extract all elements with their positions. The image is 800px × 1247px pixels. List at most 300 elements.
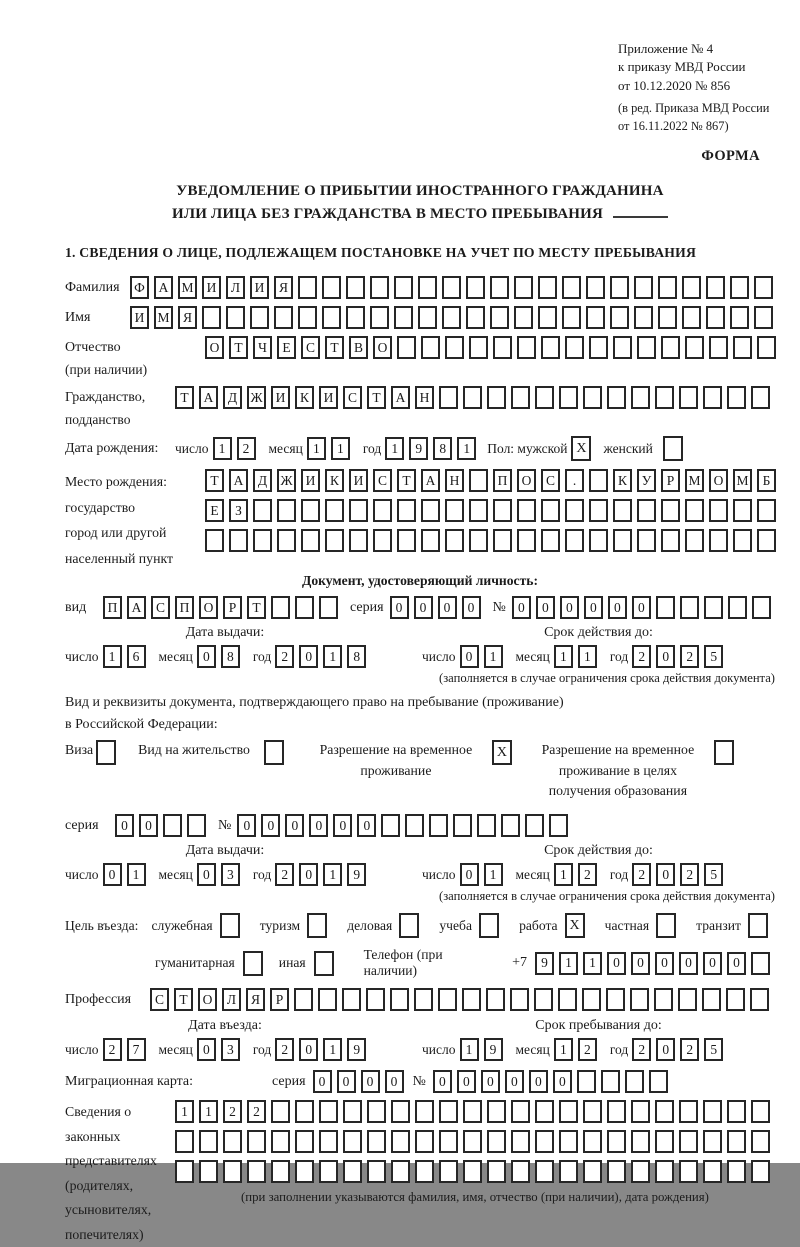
char-box[interactable]: 0: [309, 814, 328, 837]
char-box[interactable]: [678, 988, 697, 1011]
char-box[interactable]: [685, 529, 704, 552]
char-box[interactable]: [226, 306, 245, 329]
char-box[interactable]: [655, 1100, 674, 1123]
char-box[interactable]: М: [154, 306, 173, 329]
char-box[interactable]: [397, 336, 416, 359]
char-box[interactable]: [679, 1160, 698, 1183]
char-box[interactable]: Н: [445, 469, 464, 492]
char-box[interactable]: [295, 596, 314, 619]
char-box[interactable]: [493, 499, 512, 522]
checkbox-sex-female[interactable]: [663, 436, 683, 461]
char-box[interactable]: [661, 499, 680, 522]
char-box[interactable]: [583, 1100, 602, 1123]
char-box[interactable]: [511, 1160, 530, 1183]
char-box[interactable]: [679, 1130, 698, 1153]
char-box[interactable]: [637, 499, 656, 522]
char-box[interactable]: К: [613, 469, 632, 492]
char-box[interactable]: [253, 499, 272, 522]
char-box[interactable]: [631, 1130, 650, 1153]
char-box[interactable]: [727, 1100, 746, 1123]
char-box[interactable]: 0: [631, 952, 650, 975]
char-box[interactable]: 1: [460, 1038, 479, 1061]
char-box[interactable]: [754, 306, 773, 329]
char-box[interactable]: 0: [529, 1070, 548, 1093]
char-box[interactable]: [271, 1160, 290, 1183]
char-box[interactable]: [514, 276, 533, 299]
char-box[interactable]: [463, 386, 482, 409]
char-box[interactable]: [535, 1130, 554, 1153]
char-box[interactable]: [577, 1070, 596, 1093]
char-box[interactable]: [634, 276, 653, 299]
char-box[interactable]: [559, 1100, 578, 1123]
char-box[interactable]: 0: [438, 596, 457, 619]
char-box[interactable]: [415, 1100, 434, 1123]
char-box[interactable]: [752, 596, 771, 619]
char-box[interactable]: 0: [655, 952, 674, 975]
char-box[interactable]: [394, 276, 413, 299]
char-box[interactable]: 2: [247, 1100, 266, 1123]
char-box[interactable]: [301, 499, 320, 522]
char-box[interactable]: 3: [221, 1038, 240, 1061]
char-box[interactable]: [517, 499, 536, 522]
char-box[interactable]: Т: [205, 469, 224, 492]
char-box[interactable]: [654, 988, 673, 1011]
char-box[interactable]: [682, 276, 701, 299]
char-box[interactable]: Д: [253, 469, 272, 492]
char-box[interactable]: И: [202, 276, 221, 299]
char-box[interactable]: 0: [460, 645, 479, 668]
char-box[interactable]: [486, 988, 505, 1011]
char-box[interactable]: [370, 306, 389, 329]
char-box[interactable]: [202, 306, 221, 329]
char-box[interactable]: [391, 1100, 410, 1123]
char-box[interactable]: 0: [433, 1070, 452, 1093]
char-box[interactable]: [751, 1100, 770, 1123]
char-box[interactable]: [730, 306, 749, 329]
char-box[interactable]: 1: [323, 863, 342, 886]
char-box[interactable]: [199, 1130, 218, 1153]
char-box[interactable]: [757, 529, 776, 552]
char-box[interactable]: А: [229, 469, 248, 492]
char-box[interactable]: 1: [307, 437, 326, 460]
char-box[interactable]: И: [319, 386, 338, 409]
char-box[interactable]: [757, 336, 776, 359]
char-box[interactable]: 0: [553, 1070, 572, 1093]
char-box[interactable]: [205, 529, 224, 552]
char-box[interactable]: [703, 1160, 722, 1183]
char-box[interactable]: [462, 988, 481, 1011]
char-box[interactable]: [175, 1130, 194, 1153]
char-box[interactable]: [511, 1130, 530, 1153]
char-box[interactable]: [607, 1160, 626, 1183]
char-box[interactable]: [325, 529, 344, 552]
char-box[interactable]: [625, 1070, 644, 1093]
char-box[interactable]: 0: [299, 645, 318, 668]
checkbox-purpose-work[interactable]: X: [565, 913, 585, 938]
char-box[interactable]: [606, 988, 625, 1011]
char-box[interactable]: 2: [632, 863, 651, 886]
char-box[interactable]: К: [295, 386, 314, 409]
char-box[interactable]: [346, 276, 365, 299]
char-box[interactable]: У: [637, 469, 656, 492]
char-box[interactable]: [559, 1130, 578, 1153]
char-box[interactable]: [271, 596, 290, 619]
char-box[interactable]: Б: [757, 469, 776, 492]
char-box[interactable]: [559, 386, 578, 409]
char-box[interactable]: 5: [704, 645, 723, 668]
char-box[interactable]: 1: [578, 645, 597, 668]
checkbox-residence-permit[interactable]: [264, 740, 284, 765]
char-box[interactable]: [582, 988, 601, 1011]
checkbox-purpose-private[interactable]: [656, 913, 676, 938]
char-box[interactable]: [367, 1100, 386, 1123]
char-box[interactable]: 9: [347, 1038, 366, 1061]
char-box[interactable]: 2: [578, 863, 597, 886]
char-box[interactable]: [727, 1130, 746, 1153]
char-box[interactable]: 1: [583, 952, 602, 975]
char-box[interactable]: Е: [277, 336, 296, 359]
char-box[interactable]: 2: [237, 437, 256, 460]
char-box[interactable]: [397, 499, 416, 522]
char-box[interactable]: [271, 1100, 290, 1123]
char-box[interactable]: [438, 988, 457, 1011]
char-box[interactable]: [391, 1160, 410, 1183]
char-box[interactable]: А: [391, 386, 410, 409]
char-box[interactable]: [757, 499, 776, 522]
char-box[interactable]: [655, 1160, 674, 1183]
char-box[interactable]: [487, 1160, 506, 1183]
char-box[interactable]: [750, 988, 769, 1011]
char-box[interactable]: [349, 499, 368, 522]
checkbox-purpose-study[interactable]: [479, 913, 499, 938]
char-box[interactable]: И: [301, 469, 320, 492]
char-box[interactable]: [661, 529, 680, 552]
char-box[interactable]: 0: [703, 952, 722, 975]
char-box[interactable]: 0: [237, 814, 256, 837]
char-box[interactable]: [319, 1100, 338, 1123]
char-box[interactable]: [501, 814, 520, 837]
char-box[interactable]: 0: [115, 814, 134, 837]
char-box[interactable]: [343, 1100, 362, 1123]
checkbox-purpose-transit[interactable]: [748, 913, 768, 938]
char-box[interactable]: [381, 814, 400, 837]
char-box[interactable]: [649, 1070, 668, 1093]
char-box[interactable]: 2: [632, 1038, 651, 1061]
char-box[interactable]: [661, 336, 680, 359]
char-box[interactable]: Л: [226, 276, 245, 299]
char-box[interactable]: .: [565, 469, 584, 492]
char-box[interactable]: [439, 386, 458, 409]
char-box[interactable]: [367, 1160, 386, 1183]
char-box[interactable]: [685, 499, 704, 522]
char-box[interactable]: [586, 276, 605, 299]
char-box[interactable]: П: [493, 469, 512, 492]
char-box[interactable]: 9: [409, 437, 428, 460]
char-box[interactable]: [277, 529, 296, 552]
char-box[interactable]: [558, 988, 577, 1011]
char-box[interactable]: И: [250, 276, 269, 299]
char-box[interactable]: Т: [247, 596, 266, 619]
char-box[interactable]: 0: [512, 596, 531, 619]
char-box[interactable]: С: [343, 386, 362, 409]
char-box[interactable]: [223, 1160, 242, 1183]
char-box[interactable]: [610, 276, 629, 299]
char-box[interactable]: 0: [261, 814, 280, 837]
char-box[interactable]: [685, 336, 704, 359]
char-box[interactable]: [631, 1100, 650, 1123]
char-box[interactable]: 0: [361, 1070, 380, 1093]
char-box[interactable]: [541, 529, 560, 552]
char-box[interactable]: [733, 529, 752, 552]
char-box[interactable]: [601, 1070, 620, 1093]
char-box[interactable]: [271, 1130, 290, 1153]
char-box[interactable]: 0: [333, 814, 352, 837]
char-box[interactable]: [390, 988, 409, 1011]
char-box[interactable]: [490, 306, 509, 329]
char-box[interactable]: [322, 276, 341, 299]
char-box[interactable]: [442, 306, 461, 329]
char-box[interactable]: [613, 529, 632, 552]
char-box[interactable]: [706, 306, 725, 329]
char-box[interactable]: Д: [223, 386, 242, 409]
char-box[interactable]: [535, 386, 554, 409]
char-box[interactable]: [583, 1160, 602, 1183]
char-box[interactable]: [514, 306, 533, 329]
char-box[interactable]: [702, 988, 721, 1011]
char-box[interactable]: 1: [559, 952, 578, 975]
char-box[interactable]: 8: [347, 645, 366, 668]
char-box[interactable]: 5: [704, 1038, 723, 1061]
checkbox-purpose-business[interactable]: [399, 913, 419, 938]
char-box[interactable]: [637, 529, 656, 552]
char-box[interactable]: [728, 596, 747, 619]
char-box[interactable]: 1: [213, 437, 232, 460]
char-box[interactable]: [294, 988, 313, 1011]
char-box[interactable]: Л: [222, 988, 241, 1011]
char-box[interactable]: 0: [313, 1070, 332, 1093]
char-box[interactable]: 1: [103, 645, 122, 668]
char-box[interactable]: Т: [325, 336, 344, 359]
char-box[interactable]: С: [541, 469, 560, 492]
checkbox-purpose-tourism[interactable]: [307, 913, 327, 938]
char-box[interactable]: 0: [197, 863, 216, 886]
char-box[interactable]: [175, 1160, 194, 1183]
char-box[interactable]: [397, 529, 416, 552]
char-box[interactable]: 0: [197, 645, 216, 668]
char-box[interactable]: [318, 988, 337, 1011]
char-box[interactable]: А: [199, 386, 218, 409]
char-box[interactable]: 9: [347, 863, 366, 886]
char-box[interactable]: [274, 306, 293, 329]
char-box[interactable]: [565, 336, 584, 359]
char-box[interactable]: 0: [103, 863, 122, 886]
char-box[interactable]: [538, 276, 557, 299]
char-box[interactable]: С: [150, 988, 169, 1011]
char-box[interactable]: 1: [175, 1100, 194, 1123]
char-box[interactable]: 1: [554, 1038, 573, 1061]
char-box[interactable]: [445, 499, 464, 522]
char-box[interactable]: 5: [704, 863, 723, 886]
char-box[interactable]: [511, 1100, 530, 1123]
char-box[interactable]: 0: [139, 814, 158, 837]
char-box[interactable]: [349, 529, 368, 552]
char-box[interactable]: [535, 1160, 554, 1183]
char-box[interactable]: Т: [175, 386, 194, 409]
char-box[interactable]: [187, 814, 206, 837]
char-box[interactable]: [541, 499, 560, 522]
checkbox-purpose-other[interactable]: [314, 951, 334, 976]
char-box[interactable]: Т: [397, 469, 416, 492]
char-box[interactable]: 0: [584, 596, 603, 619]
char-box[interactable]: О: [517, 469, 536, 492]
char-box[interactable]: [589, 499, 608, 522]
char-box[interactable]: Ж: [277, 469, 296, 492]
char-box[interactable]: [319, 596, 338, 619]
char-box[interactable]: [517, 529, 536, 552]
char-box[interactable]: 0: [679, 952, 698, 975]
char-box[interactable]: 8: [221, 645, 240, 668]
char-box[interactable]: [610, 306, 629, 329]
char-box[interactable]: 6: [127, 645, 146, 668]
char-box[interactable]: Ж: [247, 386, 266, 409]
char-box[interactable]: [559, 1160, 578, 1183]
char-box[interactable]: [373, 499, 392, 522]
char-box[interactable]: [525, 814, 544, 837]
char-box[interactable]: А: [127, 596, 146, 619]
char-box[interactable]: [469, 469, 488, 492]
char-box[interactable]: [709, 499, 728, 522]
char-box[interactable]: [658, 306, 677, 329]
char-box[interactable]: О: [709, 469, 728, 492]
char-box[interactable]: С: [301, 336, 320, 359]
checkbox-visa[interactable]: [96, 740, 116, 765]
char-box[interactable]: [295, 1130, 314, 1153]
char-box[interactable]: [754, 276, 773, 299]
char-box[interactable]: Т: [229, 336, 248, 359]
char-box[interactable]: [613, 336, 632, 359]
char-box[interactable]: 0: [481, 1070, 500, 1093]
char-box[interactable]: [391, 1130, 410, 1153]
char-box[interactable]: 0: [632, 596, 651, 619]
char-box[interactable]: 2: [275, 645, 294, 668]
char-box[interactable]: [466, 276, 485, 299]
char-box[interactable]: [583, 1130, 602, 1153]
char-box[interactable]: 2: [632, 645, 651, 668]
char-box[interactable]: [366, 988, 385, 1011]
char-box[interactable]: [565, 529, 584, 552]
char-box[interactable]: [607, 1130, 626, 1153]
char-box[interactable]: [325, 499, 344, 522]
char-box[interactable]: Т: [367, 386, 386, 409]
char-box[interactable]: [421, 336, 440, 359]
char-box[interactable]: А: [154, 276, 173, 299]
char-box[interactable]: 0: [285, 814, 304, 837]
checkbox-temp-residence[interactable]: X: [492, 740, 512, 765]
char-box[interactable]: [589, 469, 608, 492]
char-box[interactable]: [301, 529, 320, 552]
char-box[interactable]: [342, 988, 361, 1011]
char-box[interactable]: Я: [246, 988, 265, 1011]
char-box[interactable]: [751, 1130, 770, 1153]
char-box[interactable]: 0: [656, 1038, 675, 1061]
char-box[interactable]: [655, 386, 674, 409]
char-box[interactable]: Р: [661, 469, 680, 492]
char-box[interactable]: 0: [385, 1070, 404, 1093]
char-box[interactable]: [493, 336, 512, 359]
char-box[interactable]: З: [229, 499, 248, 522]
char-box[interactable]: [487, 1100, 506, 1123]
char-box[interactable]: В: [349, 336, 368, 359]
char-box[interactable]: [679, 1100, 698, 1123]
char-box[interactable]: [453, 814, 472, 837]
char-box[interactable]: [704, 596, 723, 619]
char-box[interactable]: [613, 499, 632, 522]
char-box[interactable]: [253, 529, 272, 552]
char-box[interactable]: [405, 814, 424, 837]
char-box[interactable]: 0: [607, 952, 626, 975]
char-box[interactable]: [463, 1160, 482, 1183]
char-box[interactable]: [343, 1160, 362, 1183]
char-box[interactable]: [322, 306, 341, 329]
char-box[interactable]: 0: [656, 645, 675, 668]
char-box[interactable]: [535, 1100, 554, 1123]
char-box[interactable]: Ч: [253, 336, 272, 359]
char-box[interactable]: [703, 1130, 722, 1153]
char-box[interactable]: 2: [223, 1100, 242, 1123]
char-box[interactable]: 2: [680, 1038, 699, 1061]
char-box[interactable]: [682, 306, 701, 329]
char-box[interactable]: [477, 814, 496, 837]
char-box[interactable]: [445, 529, 464, 552]
char-box[interactable]: 0: [460, 863, 479, 886]
char-box[interactable]: [583, 386, 602, 409]
char-box[interactable]: Р: [270, 988, 289, 1011]
char-box[interactable]: [730, 276, 749, 299]
checkbox-purpose-humanitarian[interactable]: [243, 951, 263, 976]
char-box[interactable]: [295, 1160, 314, 1183]
char-box[interactable]: 1: [385, 437, 404, 460]
char-box[interactable]: [229, 529, 248, 552]
char-box[interactable]: [421, 529, 440, 552]
char-box[interactable]: [247, 1160, 266, 1183]
char-box[interactable]: [751, 386, 770, 409]
char-box[interactable]: [534, 988, 553, 1011]
char-box[interactable]: [319, 1160, 338, 1183]
char-box[interactable]: 0: [457, 1070, 476, 1093]
char-box[interactable]: [439, 1160, 458, 1183]
char-box[interactable]: 1: [554, 645, 573, 668]
char-box[interactable]: [679, 386, 698, 409]
char-box[interactable]: Е: [205, 499, 224, 522]
char-box[interactable]: [487, 1130, 506, 1153]
char-box[interactable]: И: [130, 306, 149, 329]
char-box[interactable]: 2: [680, 645, 699, 668]
char-box[interactable]: [414, 988, 433, 1011]
char-box[interactable]: М: [685, 469, 704, 492]
char-box[interactable]: [517, 336, 536, 359]
char-box[interactable]: [631, 1160, 650, 1183]
char-box[interactable]: [562, 306, 581, 329]
char-box[interactable]: [250, 306, 269, 329]
char-box[interactable]: [538, 306, 557, 329]
char-box[interactable]: 1: [199, 1100, 218, 1123]
char-box[interactable]: 2: [680, 863, 699, 886]
char-box[interactable]: [589, 336, 608, 359]
char-box[interactable]: [370, 276, 389, 299]
char-box[interactable]: С: [373, 469, 392, 492]
char-box[interactable]: [493, 529, 512, 552]
char-box[interactable]: 7: [127, 1038, 146, 1061]
